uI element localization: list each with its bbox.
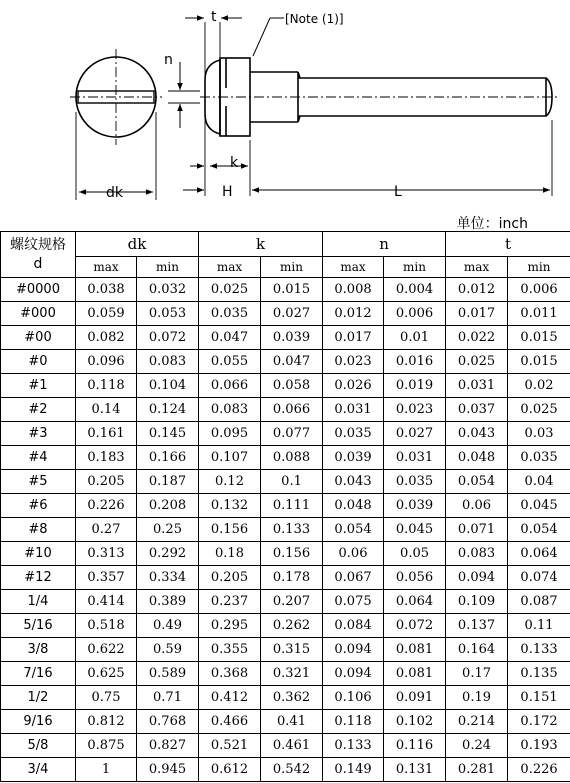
n-max-cell: 0.043	[323, 470, 384, 494]
thread-size-cell: 5/8	[1, 734, 76, 758]
group-header-dk: dk	[76, 232, 199, 257]
t-max-cell: 0.043	[446, 422, 508, 446]
k-max-cell: 0.047	[199, 326, 261, 350]
n-max-cell: 0.017	[323, 326, 384, 350]
k-max-cell: 0.368	[199, 662, 261, 686]
table-row	[1, 614, 570, 638]
t-max-cell: 0.048	[446, 446, 508, 470]
table-row	[1, 374, 570, 398]
dk-min-cell: 0.145	[137, 422, 199, 446]
k-min-cell: 0.088	[261, 446, 323, 470]
k-min-cell: 0.015	[261, 278, 323, 302]
n-min-cell: 0.01	[384, 326, 446, 350]
table-row	[1, 566, 570, 590]
dk-max-cell: 0.875	[76, 734, 137, 758]
k-max-cell: 0.132	[199, 494, 261, 518]
dk-max-cell: 0.226	[76, 494, 137, 518]
k-max-cell: 0.18	[199, 542, 261, 566]
dk-max-cell: 0.183	[76, 446, 137, 470]
k-min-cell: 0.321	[261, 662, 323, 686]
k-max-cell: 0.035	[199, 302, 261, 326]
header-row-groups	[1, 232, 570, 257]
n-max-cell: 0.012	[323, 302, 384, 326]
k-min-cell: 0.133	[261, 518, 323, 542]
dk-max-cell: 0.082	[76, 326, 137, 350]
dk-min-cell: 0.827	[137, 734, 199, 758]
k-max-cell: 0.237	[199, 590, 261, 614]
t-min-cell: 0.04	[508, 470, 570, 494]
min-header: min	[508, 257, 570, 278]
k-max-cell: 0.107	[199, 446, 261, 470]
dk-max-cell: 0.118	[76, 374, 137, 398]
t-max-cell: 0.109	[446, 590, 508, 614]
n-max-cell: 0.023	[323, 350, 384, 374]
group-header-n: n	[323, 232, 446, 257]
t-min-cell: 0.02	[508, 374, 570, 398]
t-min-cell: 0.035	[508, 446, 570, 470]
dk-min-cell: 0.25	[137, 518, 199, 542]
n-min-cell: 0.116	[384, 734, 446, 758]
n-min-cell: 0.064	[384, 590, 446, 614]
table-row	[1, 734, 570, 758]
dk-max-cell: 0.27	[76, 518, 137, 542]
table-row	[1, 710, 570, 734]
thread-size-cell: #1	[1, 374, 76, 398]
k-min-cell: 0.027	[261, 302, 323, 326]
thread-size-cell: 3/8	[1, 638, 76, 662]
n-max-cell: 0.118	[323, 710, 384, 734]
min-header: min	[137, 257, 199, 278]
n-min-cell: 0.004	[384, 278, 446, 302]
k-max-cell: 0.355	[199, 638, 261, 662]
n-min-cell: 0.016	[384, 350, 446, 374]
n-min-cell: 0.023	[384, 398, 446, 422]
t-min-cell: 0.03	[508, 422, 570, 446]
label-L: L	[394, 184, 402, 200]
t-max-cell: 0.037	[446, 398, 508, 422]
n-min-cell: 0.006	[384, 302, 446, 326]
dk-min-cell: 0.768	[137, 710, 199, 734]
table-row	[1, 494, 570, 518]
k-min-cell: 0.039	[261, 326, 323, 350]
k-min-cell: 0.077	[261, 422, 323, 446]
k-max-cell: 0.066	[199, 374, 261, 398]
t-max-cell: 0.094	[446, 566, 508, 590]
dk-max-cell: 0.205	[76, 470, 137, 494]
dk-min-cell: 0.083	[137, 350, 199, 374]
table-row	[1, 302, 570, 326]
label-n: n	[164, 52, 173, 68]
dk-max-cell: 0.038	[76, 278, 137, 302]
dk-min-cell: 0.187	[137, 470, 199, 494]
t-max-cell: 0.164	[446, 638, 508, 662]
header-row-maxmin	[1, 257, 570, 278]
k-max-cell: 0.156	[199, 518, 261, 542]
dk-min-cell: 0.589	[137, 662, 199, 686]
n-min-cell: 0.035	[384, 470, 446, 494]
k-min-cell: 0.156	[261, 542, 323, 566]
group-header-t: t	[446, 232, 570, 257]
t-min-cell: 0.151	[508, 686, 570, 710]
table-row	[1, 518, 570, 542]
t-max-cell: 0.17	[446, 662, 508, 686]
label-dk: dk	[106, 185, 123, 201]
t-max-cell: 0.054	[446, 470, 508, 494]
t-max-cell: 0.025	[446, 350, 508, 374]
k-min-cell: 0.1	[261, 470, 323, 494]
thread-size-cell: #8	[1, 518, 76, 542]
thread-size-cell: #4	[1, 446, 76, 470]
dk-min-cell: 0.334	[137, 566, 199, 590]
k-max-cell: 0.205	[199, 566, 261, 590]
thread-size-cell: #0	[1, 350, 76, 374]
end-view	[70, 49, 162, 200]
table-row	[1, 758, 570, 782]
side-view	[200, 58, 560, 136]
t-min-cell: 0.074	[508, 566, 570, 590]
t-min-cell: 0.015	[508, 350, 570, 374]
k-max-cell: 0.612	[199, 758, 261, 782]
table-row	[1, 542, 570, 566]
dk-min-cell: 0.292	[137, 542, 199, 566]
n-max-cell: 0.031	[323, 398, 384, 422]
n-min-cell: 0.081	[384, 662, 446, 686]
t-min-cell: 0.045	[508, 494, 570, 518]
n-min-cell: 0.027	[384, 422, 446, 446]
n-max-cell: 0.094	[323, 662, 384, 686]
thread-size-cell: #000	[1, 302, 76, 326]
table-row	[1, 422, 570, 446]
n-min-cell: 0.039	[384, 494, 446, 518]
n-min-cell: 0.131	[384, 758, 446, 782]
n-max-cell: 0.084	[323, 614, 384, 638]
dk-max-cell: 0.518	[76, 614, 137, 638]
dk-max-cell: 0.75	[76, 686, 137, 710]
max-header: max	[446, 257, 508, 278]
dk-min-cell: 0.032	[137, 278, 199, 302]
n-min-cell: 0.102	[384, 710, 446, 734]
n-min-cell: 0.056	[384, 566, 446, 590]
table-row	[1, 326, 570, 350]
thread-size-cell: #0000	[1, 278, 76, 302]
k-max-cell: 0.295	[199, 614, 261, 638]
label-t: t	[211, 9, 217, 25]
t-min-cell: 0.193	[508, 734, 570, 758]
table-row	[1, 686, 570, 710]
t-max-cell: 0.214	[446, 710, 508, 734]
k-min-cell: 0.262	[261, 614, 323, 638]
t-max-cell: 0.281	[446, 758, 508, 782]
thread-size-cell: 9/16	[1, 710, 76, 734]
dk-max-cell: 0.812	[76, 710, 137, 734]
dk-max-cell: 0.059	[76, 302, 137, 326]
k-max-cell: 0.025	[199, 278, 261, 302]
dk-max-cell: 0.414	[76, 590, 137, 614]
t-max-cell: 0.137	[446, 614, 508, 638]
dk-min-cell: 0.71	[137, 686, 199, 710]
n-max-cell: 0.067	[323, 566, 384, 590]
dk-max-cell: 0.622	[76, 638, 137, 662]
k-min-cell: 0.362	[261, 686, 323, 710]
dk-min-cell: 0.104	[137, 374, 199, 398]
d-header-line1: 螺纹规格	[10, 237, 66, 254]
thread-size-cell: #00	[1, 326, 76, 350]
t-min-cell: 0.006	[508, 278, 570, 302]
n-min-cell: 0.081	[384, 638, 446, 662]
t-min-cell: 0.226	[508, 758, 570, 782]
t-max-cell: 0.083	[446, 542, 508, 566]
k-max-cell: 0.412	[199, 686, 261, 710]
n-min-cell: 0.091	[384, 686, 446, 710]
n-max-cell: 0.06	[323, 542, 384, 566]
min-header: min	[261, 257, 323, 278]
thread-size-cell: #6	[1, 494, 76, 518]
dk-min-cell: 0.072	[137, 326, 199, 350]
t-min-cell: 0.087	[508, 590, 570, 614]
group-header-k: k	[199, 232, 323, 257]
dk-max-cell: 0.313	[76, 542, 137, 566]
n-min-cell: 0.019	[384, 374, 446, 398]
max-header: max	[323, 257, 384, 278]
n-min-cell: 0.072	[384, 614, 446, 638]
t-max-cell: 0.24	[446, 734, 508, 758]
thread-size-cell: 7/16	[1, 662, 76, 686]
n-max-cell: 0.149	[323, 758, 384, 782]
t-max-cell: 0.031	[446, 374, 508, 398]
n-max-cell: 0.075	[323, 590, 384, 614]
dk-max-cell: 0.357	[76, 566, 137, 590]
table-row	[1, 350, 570, 374]
dk-max-cell: 0.161	[76, 422, 137, 446]
t-max-cell: 0.012	[446, 278, 508, 302]
table-row	[1, 662, 570, 686]
t-min-cell: 0.011	[508, 302, 570, 326]
unit-label: 单位：inch	[456, 216, 528, 232]
thread-size-cell: #3	[1, 422, 76, 446]
k-max-cell: 0.095	[199, 422, 261, 446]
thread-size-cell: 5/16	[1, 614, 76, 638]
dk-min-cell: 0.166	[137, 446, 199, 470]
t-max-cell: 0.017	[446, 302, 508, 326]
k-min-cell: 0.461	[261, 734, 323, 758]
dk-min-cell: 0.945	[137, 758, 199, 782]
t-min-cell: 0.064	[508, 542, 570, 566]
k-min-cell: 0.315	[261, 638, 323, 662]
k-min-cell: 0.058	[261, 374, 323, 398]
k-min-cell: 0.207	[261, 590, 323, 614]
k-max-cell: 0.055	[199, 350, 261, 374]
thread-size-cell: #2	[1, 398, 76, 422]
k-min-cell: 0.047	[261, 350, 323, 374]
dk-max-cell: 1	[76, 758, 137, 782]
n-max-cell: 0.008	[323, 278, 384, 302]
n-max-cell: 0.048	[323, 494, 384, 518]
max-header: max	[199, 257, 261, 278]
dk-max-cell: 0.14	[76, 398, 137, 422]
k-min-cell: 0.178	[261, 566, 323, 590]
dk-min-cell: 0.59	[137, 638, 199, 662]
label-k: k	[230, 155, 239, 171]
k-min-cell: 0.066	[261, 398, 323, 422]
t-min-cell: 0.133	[508, 638, 570, 662]
label-note: [Note (1)]	[285, 12, 344, 26]
k-max-cell: 0.521	[199, 734, 261, 758]
thread-size-cell: #12	[1, 566, 76, 590]
k-min-cell: 0.111	[261, 494, 323, 518]
d-header-line2: d	[33, 255, 43, 272]
thread-size-cell: 1/4	[1, 590, 76, 614]
t-min-cell: 0.11	[508, 614, 570, 638]
t-max-cell: 0.022	[446, 326, 508, 350]
screw-drawing	[0, 0, 570, 212]
k-max-cell: 0.083	[199, 398, 261, 422]
dk-min-cell: 0.208	[137, 494, 199, 518]
n-min-cell: 0.05	[384, 542, 446, 566]
dk-max-cell: 0.625	[76, 662, 137, 686]
table-row	[1, 470, 570, 494]
label-H: H	[222, 184, 233, 200]
thread-size-cell: 3/4	[1, 758, 76, 782]
dk-min-cell: 0.124	[137, 398, 199, 422]
dk-min-cell: 0.053	[137, 302, 199, 326]
table-row	[1, 446, 570, 470]
spec-table	[0, 231, 570, 782]
thread-size-cell: #5	[1, 470, 76, 494]
max-header: max	[76, 257, 137, 278]
k-max-cell: 0.466	[199, 710, 261, 734]
t-min-cell: 0.015	[508, 326, 570, 350]
t-min-cell: 0.135	[508, 662, 570, 686]
t-min-cell: 0.054	[508, 518, 570, 542]
t-min-cell: 0.172	[508, 710, 570, 734]
dk-min-cell: 0.49	[137, 614, 199, 638]
table-row	[1, 398, 570, 422]
n-max-cell: 0.026	[323, 374, 384, 398]
d-header	[1, 232, 76, 278]
n-max-cell: 0.094	[323, 638, 384, 662]
dk-min-cell: 0.389	[137, 590, 199, 614]
t-max-cell: 0.071	[446, 518, 508, 542]
t-max-cell: 0.06	[446, 494, 508, 518]
n-max-cell: 0.039	[323, 446, 384, 470]
dk-max-cell: 0.096	[76, 350, 137, 374]
k-min-cell: 0.41	[261, 710, 323, 734]
t-min-cell: 0.025	[508, 398, 570, 422]
n-min-cell: 0.045	[384, 518, 446, 542]
n-max-cell: 0.035	[323, 422, 384, 446]
n-max-cell: 0.106	[323, 686, 384, 710]
n-min-cell: 0.031	[384, 446, 446, 470]
min-header: min	[384, 257, 446, 278]
thread-size-cell: 1/2	[1, 686, 76, 710]
thread-size-cell: #10	[1, 542, 76, 566]
t-max-cell: 0.19	[446, 686, 508, 710]
k-min-cell: 0.542	[261, 758, 323, 782]
table-row	[1, 590, 570, 614]
n-max-cell: 0.133	[323, 734, 384, 758]
table-row	[1, 278, 570, 302]
n-max-cell: 0.054	[323, 518, 384, 542]
table-row	[1, 638, 570, 662]
k-max-cell: 0.12	[199, 470, 261, 494]
